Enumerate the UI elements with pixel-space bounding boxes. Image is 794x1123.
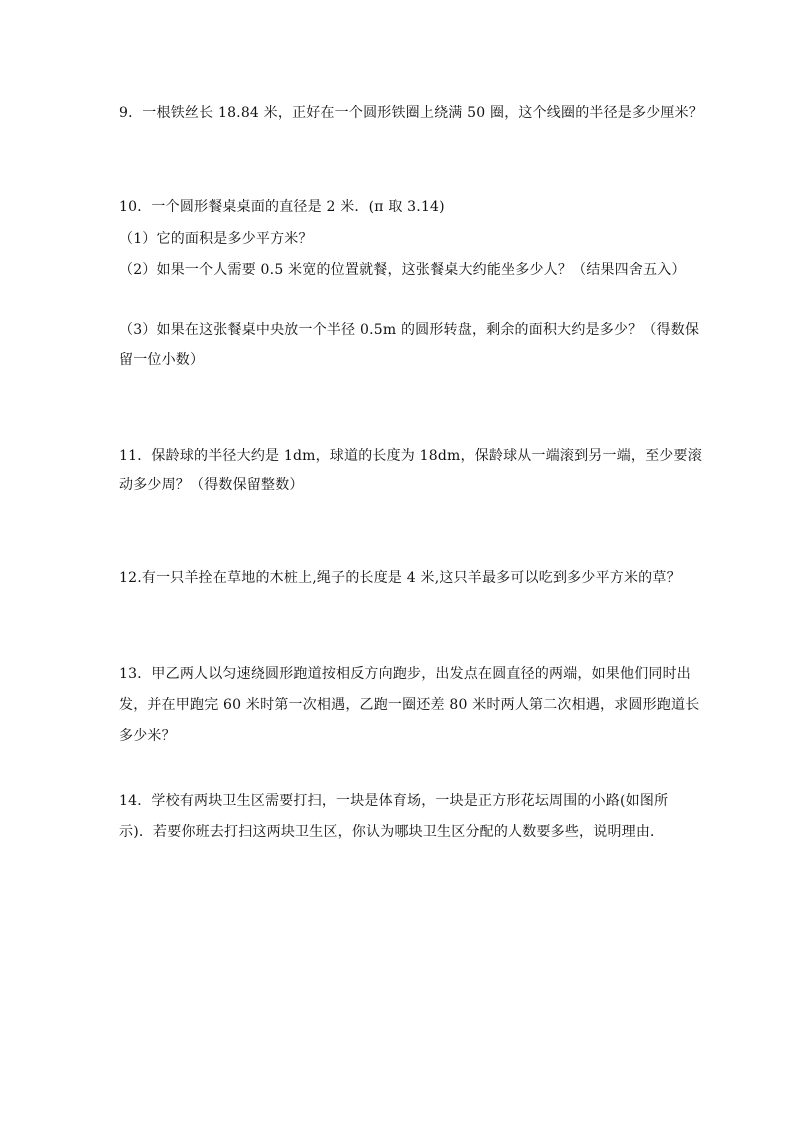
question-10-part-3-line-1: （3）如果在这张餐桌中央放一个半径 0.5m 的圆形转盘，剩余的面积大约是多少？（得数保: [119, 322, 700, 338]
question-10-part-2: （2）如果一个人需要 0.5 米宽的位置就餐，这张餐桌大约能坐多少人？（结果四舍五入）: [119, 262, 686, 278]
question-9-line-1: 9．一根铁丝长 18.84 米，正好在一个圆形铁圈上绕满 50 圈，这个线圈的半径是多少厘米？: [119, 105, 703, 121]
question-13-line-1: 13．甲乙两人以匀速绕圆形跑道按相反方向跑步，出发点在圆直径的两端，如果他们同时出: [119, 666, 692, 682]
question-11-line-2: 动多少周？（得数保留整数）: [119, 477, 304, 493]
question-12-line-1: 12.有一只羊拴在草地的木桩上,绳子的长度是 4 米,这只羊最多可以吃到多少平方米的草？: [119, 570, 681, 586]
question-13-line-2: 发，并在甲跑完 60 米时第一次相遇，乙跑一圈还差 80 米时两人第二次相遇，求圆形跑道长: [119, 697, 700, 713]
question-14-line-1: 14．学校有两块卫生区需要打扫，一块是体育场，一块是正方形花坛周围的小路(如图所: [119, 793, 669, 809]
question-13-line-3: 多少米？: [119, 728, 176, 744]
question-10-stem: 10．一个圆形餐桌桌面的直径是 2 米．(π 取 3.14): [119, 199, 445, 215]
question-14-line-2: 示)．若要你班去打扫这两块卫生区，你认为哪块卫生区分配的人数要多些，说明理由．: [119, 824, 665, 840]
question-10-part-1: （1）它的面积是多少平方米？: [119, 231, 313, 247]
question-11-line-1: 11．保龄球的半径大约是 1dm，球道的长度为 18dm，保龄球从一端滚到另一端，至少要滚: [119, 448, 702, 464]
question-10-part-3-line-2: 留一位小数）: [119, 352, 205, 368]
